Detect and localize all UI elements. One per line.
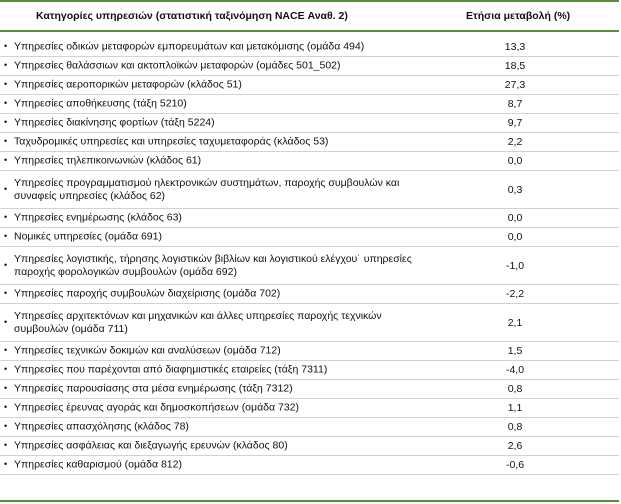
- bullet-icon: •: [4, 155, 8, 166]
- bullet-icon: •: [4, 440, 8, 451]
- annual-change-value: 2,6: [507, 440, 523, 452]
- annual-change-value: 13,3: [504, 41, 526, 53]
- annual-change-value: -0,6: [505, 459, 525, 471]
- annual-change-value: -2,2: [505, 288, 525, 300]
- annual-change-value: 0,8: [507, 421, 523, 433]
- service-category-label: Υπηρεσίες καθαρισμού (ομάδα 812): [14, 458, 182, 471]
- bullet-icon: •: [4, 60, 8, 71]
- annual-change-value: 0,0: [507, 155, 523, 167]
- service-category-label: Υπηρεσίες ενημέρωσης (κλάδος 63): [14, 211, 182, 224]
- table-row: [0, 342, 619, 361]
- table-row: [0, 95, 619, 114]
- table-row: [0, 133, 619, 152]
- bullet-icon: •: [4, 288, 8, 299]
- annual-change-value: 8,7: [507, 98, 523, 110]
- service-category-label: Υπηρεσίες ασφάλειας και διεξαγωγής ερευνών (κλάδος 80): [14, 439, 288, 452]
- bullet-icon: •: [4, 364, 8, 375]
- service-category-label: Ταχυδρομικές υπηρεσίες και υπηρεσίες ταχυμεταφοράς (κλάδος 53): [14, 135, 329, 148]
- table-row: [0, 456, 619, 475]
- service-category-label: Υπηρεσίες παρουσίασης στα μέσα ενημέρωσης (τάξη 7312): [14, 382, 293, 395]
- service-category-label: Υπηρεσίες λογιστικής, τήρησης λογιστικών βιβλίων και λογιστικού ελέγχου˙ υπηρεσίες παροχής φορολογικών συμβουλών (ομάδα 692): [14, 252, 412, 278]
- annual-change-value: 1,1: [507, 402, 523, 414]
- service-category-label: Υπηρεσίες έρευνας αγοράς και δημοσκοπήσεων (ομάδα 732): [14, 401, 299, 414]
- bullet-icon: •: [4, 383, 8, 394]
- annual-change-value: -1,0: [505, 259, 525, 272]
- service-category-label: Υπηρεσίες διακίνησης φορτίων (τάξη 5224): [14, 116, 215, 129]
- service-category-label: Υπηρεσίες αρχιτεκτόνων και μηχανικών και άλλες υπηρεσίες παροχής τεχνικών συμβουλών (ομάδα 711): [14, 309, 382, 335]
- table-body: [0, 38, 619, 475]
- bullet-icon: •: [4, 117, 8, 128]
- table-row: [0, 247, 619, 285]
- annual-change-value: 0,0: [507, 231, 523, 243]
- bullet-icon: •: [4, 459, 8, 470]
- bullet-icon: •: [4, 41, 8, 52]
- table-header: [0, 0, 619, 32]
- table-row: [0, 76, 619, 95]
- bullet-icon: •: [4, 212, 8, 223]
- bullet-icon: •: [4, 402, 8, 413]
- table-row: [0, 209, 619, 228]
- service-category-label: Υπηρεσίες τηλεπικοινωνιών (κλάδος 61): [14, 154, 202, 167]
- table-row: [0, 437, 619, 456]
- annual-change-value: 0,3: [507, 183, 523, 196]
- bullet-icon: •: [4, 316, 8, 327]
- table-row: [0, 57, 619, 76]
- service-category-label: Υπηρεσίες θαλάσσιων και ακτοπλοϊκών μεταφορών (ομάδες 501_502): [14, 59, 341, 72]
- bullet-icon: •: [4, 136, 8, 147]
- table-row: [0, 418, 619, 437]
- table-row: [0, 380, 619, 399]
- service-category-label: Υπηρεσίες προγραμματισμού ηλεκτρονικών συστημάτων, παροχής συμβουλών και συναφείς υπηρεσίες (κλάδος 62): [14, 176, 400, 202]
- table-row: [0, 152, 619, 171]
- service-category-label: Υπηρεσίες αεροπορικών μεταφορών (κλάδος 51): [14, 78, 242, 91]
- annual-change-value: 2,1: [507, 316, 523, 329]
- annual-change-value: 27,3: [504, 79, 526, 91]
- annual-change-value: 0,8: [507, 383, 523, 395]
- annual-change-value: 0,0: [507, 212, 523, 224]
- service-category-label: Υπηρεσίες οδικών μεταφορών εμπορευμάτων και μετακόμισης (ομάδα 494): [14, 40, 365, 53]
- table-row: [0, 361, 619, 380]
- annual-change-value: 18,5: [504, 60, 526, 72]
- bullet-icon: •: [4, 98, 8, 109]
- table-row: [0, 285, 619, 304]
- service-category-label: Υπηρεσίες παροχής συμβουλών διαχείρισης (ομάδα 702): [14, 287, 281, 300]
- table-row: [0, 304, 619, 342]
- table-row: [0, 114, 619, 133]
- annual-change-value: 9,7: [507, 117, 523, 129]
- service-category-label: Υπηρεσίες που παρέχονται από διαφημιστικές εταιρείες (τάξη 7311): [14, 363, 328, 376]
- bullet-icon: •: [4, 79, 8, 90]
- bottom-rule: [0, 500, 619, 502]
- bullet-icon: •: [4, 259, 8, 270]
- service-category-label: Υπηρεσίες αποθήκευσης (τάξη 5210): [14, 97, 187, 110]
- annual-change-value: -4,0: [505, 364, 525, 376]
- table-row: [0, 38, 619, 57]
- annual-change-value: 1,5: [507, 345, 523, 357]
- table-row: [0, 228, 619, 247]
- annual-change-value: 2,2: [507, 136, 523, 148]
- bullet-icon: •: [4, 231, 8, 242]
- table-row: [0, 171, 619, 209]
- service-category-label: Υπηρεσίες απασχόλησης (κλάδος 78): [14, 420, 189, 433]
- header-annual-change: Ετήσια μεταβολή (%): [466, 10, 571, 22]
- service-category-label: Υπηρεσίες τεχνικών δοκιμών και αναλύσεων (ομάδα 712): [14, 344, 281, 357]
- bullet-icon: •: [4, 421, 8, 432]
- service-category-label: Νομικές υπηρεσίες (ομάδα 691): [14, 230, 162, 243]
- bullet-icon: •: [4, 183, 8, 194]
- table-row: [0, 399, 619, 418]
- header-category: Κατηγορίες υπηρεσιών (στατιστική ταξινόμηση NACE Αναθ. 2): [36, 10, 348, 22]
- bullet-icon: •: [4, 345, 8, 356]
